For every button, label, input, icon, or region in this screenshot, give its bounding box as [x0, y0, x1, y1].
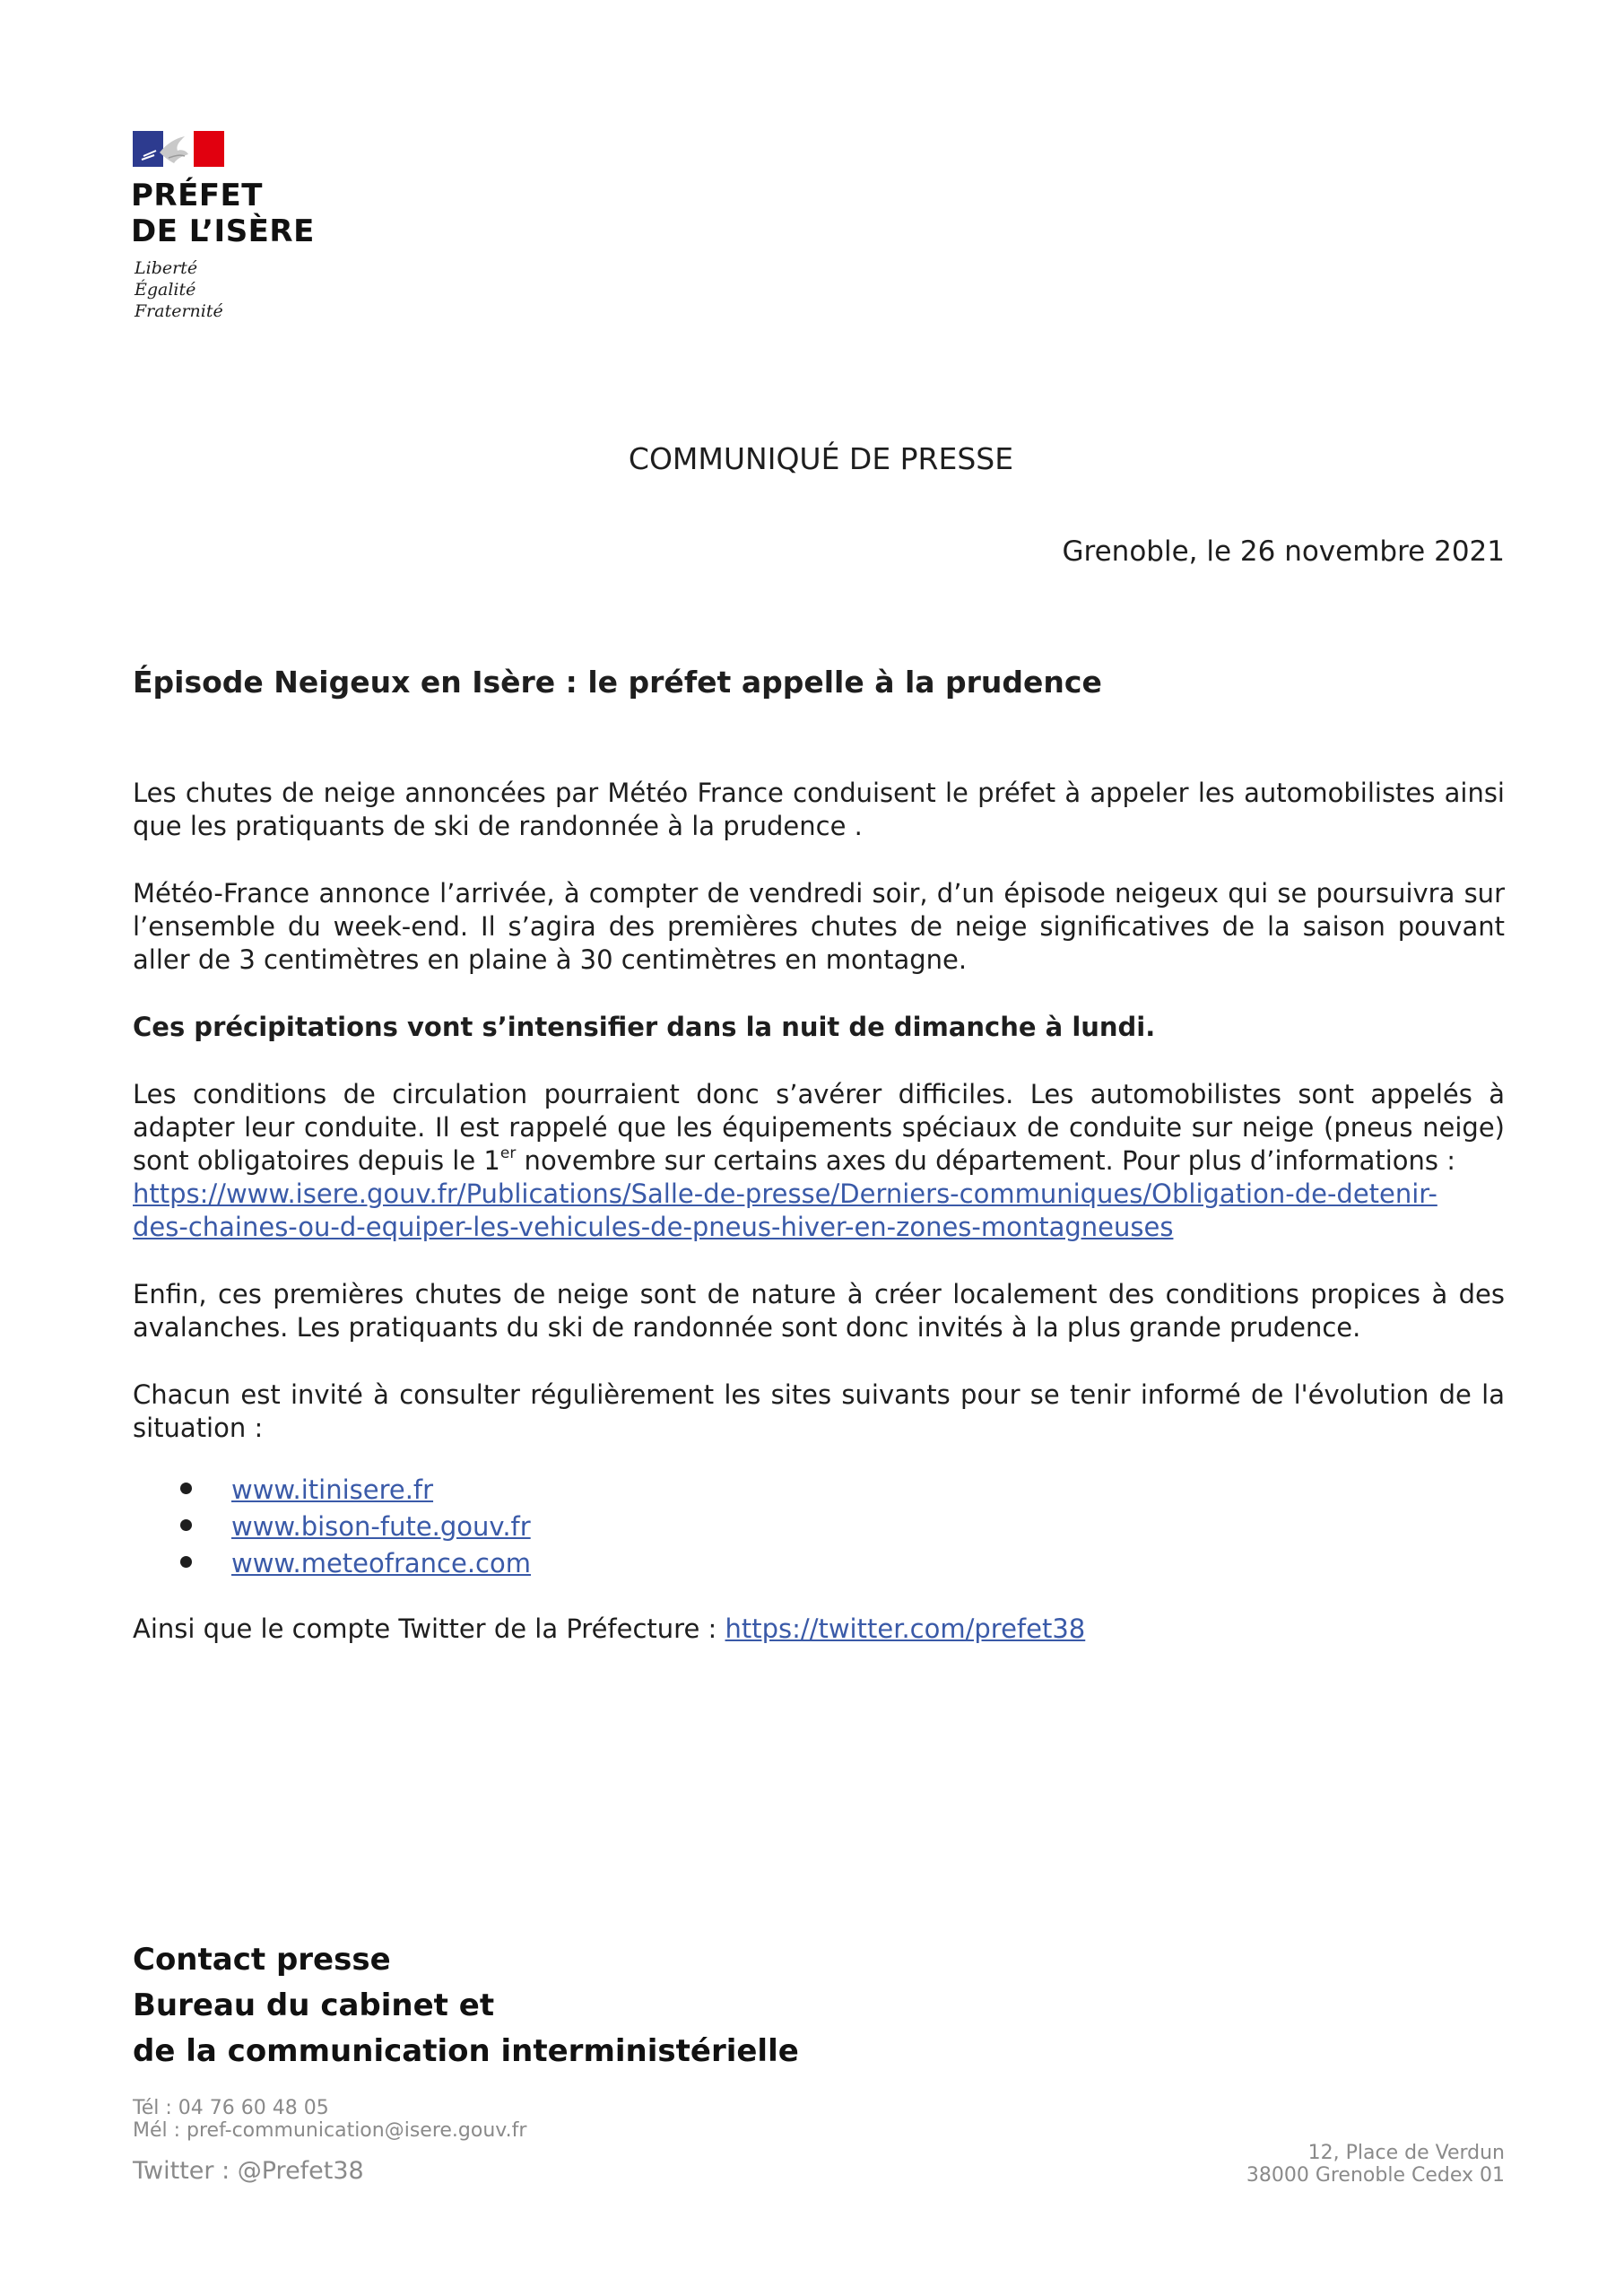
contact-details	[133, 2097, 526, 2142]
address-line1: 12, Place de Verdun	[1307, 2142, 1505, 2164]
bullet-icon	[180, 1519, 192, 1531]
prefecture-address	[1246, 2142, 1505, 2187]
motto-egalite: Égalité	[135, 280, 196, 300]
bullet-icon	[180, 1483, 192, 1494]
bullet-icon	[180, 1556, 192, 1568]
info-sites-list	[133, 1472, 1505, 1582]
isere-equipment-link-line2[interactable]: des-chaines-ou-d-equiper-les-vehicules-de-pneus-hiver-en-zones-montagneuses	[133, 1212, 1174, 1242]
republic-motto	[135, 257, 223, 322]
motto-liberte: Liberté	[135, 258, 198, 278]
paragraph-intensification: Ces précipitations vont s’intensifier dans la nuit de dimanche à lundi.	[133, 1012, 1156, 1042]
isere-equipment-link-line1[interactable]: https://www.isere.gouv.fr/Publications/Salle-de-presse/Derniers-communiques/Obligation-de-detenir-	[133, 1178, 1437, 1209]
motto-fraternite: Fraternité	[135, 301, 223, 321]
meteofrance-link[interactable]: www.meteofrance.com	[231, 1548, 531, 1578]
list-item	[133, 1509, 1505, 1545]
date-line: Grenoble, le 26 novembre 2021	[1062, 535, 1505, 568]
press-contact-heading	[133, 1937, 799, 2074]
prefet-title-line1: PRÉFET	[131, 178, 263, 213]
traffic-text-end: novembre sur certains axes du département. Pour plus d’informations :	[516, 1145, 1455, 1176]
list-item	[133, 1545, 1505, 1582]
itinisere-link[interactable]: www.itinisere.fr	[231, 1474, 434, 1505]
press-release-body	[133, 777, 1505, 1680]
contact-title-line3: de la communication interministérielle	[133, 2033, 799, 2069]
address-line2: 38000 Grenoble Cedex 01	[1246, 2164, 1505, 2187]
traffic-text-start: Les conditions de circulation pourraient donc s’avérer difficiles. Les automobilistes sont appelés à adapter leur conduite. Il est rappelé que les équipements spéciaux de conduite sur neige (pneus neige) sont obligatoires depuis le 1	[133, 1079, 1505, 1176]
paragraph-consult: Chacun est invité à consulter régulièrement les sites suivants pour se tenir informé de l'évolution de la situation :	[133, 1379, 1505, 1443]
paragraph-intro: Les chutes de neige annoncées par Météo France conduisent le préfet à appeler les automobilistes ainsi que les pratiquants de ski de randonnée à la prudence .	[133, 778, 1505, 841]
bison-fute-link[interactable]: www.bison-fute.gouv.fr	[231, 1511, 531, 1542]
document-type-heading	[0, 441, 1624, 477]
list-item	[133, 1472, 1505, 1509]
document-type-label: COMMUNIQUÉ DE PRESSE	[628, 441, 1014, 476]
contact-twitter: Twitter : @Prefet38	[133, 2157, 364, 2185]
twitter-prefet38-link[interactable]: https://twitter.com/prefet38	[725, 1613, 1086, 1644]
twitter-intro-text: Ainsi que le compte Twitter de la Préfecture :	[133, 1613, 725, 1644]
contact-title-line1: Contact presse	[133, 1942, 391, 1978]
ordinal-superscript: er	[499, 1144, 517, 1163]
paragraph-twitter	[133, 1613, 1505, 1646]
contact-phone: Tél : 04 76 60 48 05	[133, 2097, 329, 2119]
contact-email: Mél : pref-communication@isere.gouv.fr	[133, 2119, 527, 2142]
prefet-title-line2: DE L’ISÈRE	[131, 213, 315, 249]
marianne-logo-icon	[133, 131, 224, 167]
prefet-title	[131, 178, 315, 249]
paragraph-avalanche: Enfin, ces premières chutes de neige sont de nature à créer localement des conditions propices à des avalanches. Les pratiquants du ski de randonnée sont donc invités à la plus grande prudence.	[133, 1279, 1505, 1343]
contact-title-line2: Bureau du cabinet et	[133, 1987, 495, 2023]
paragraph-forecast: Météo-France annonce l’arrivée, à compter de vendredi soir, d’un épisode neigeux qui se poursuivra sur l’ensemble du week-end. Il s’agira des premières chutes de neige significatives de la saison pouvant aller de 3 centimètres en plaine à 30 centimètres en montagne.	[133, 878, 1505, 975]
paragraph-traffic	[133, 1078, 1505, 1244]
press-release-headline: Épisode Neigeux en Isère : le préfet appelle à la prudence	[133, 665, 1102, 700]
